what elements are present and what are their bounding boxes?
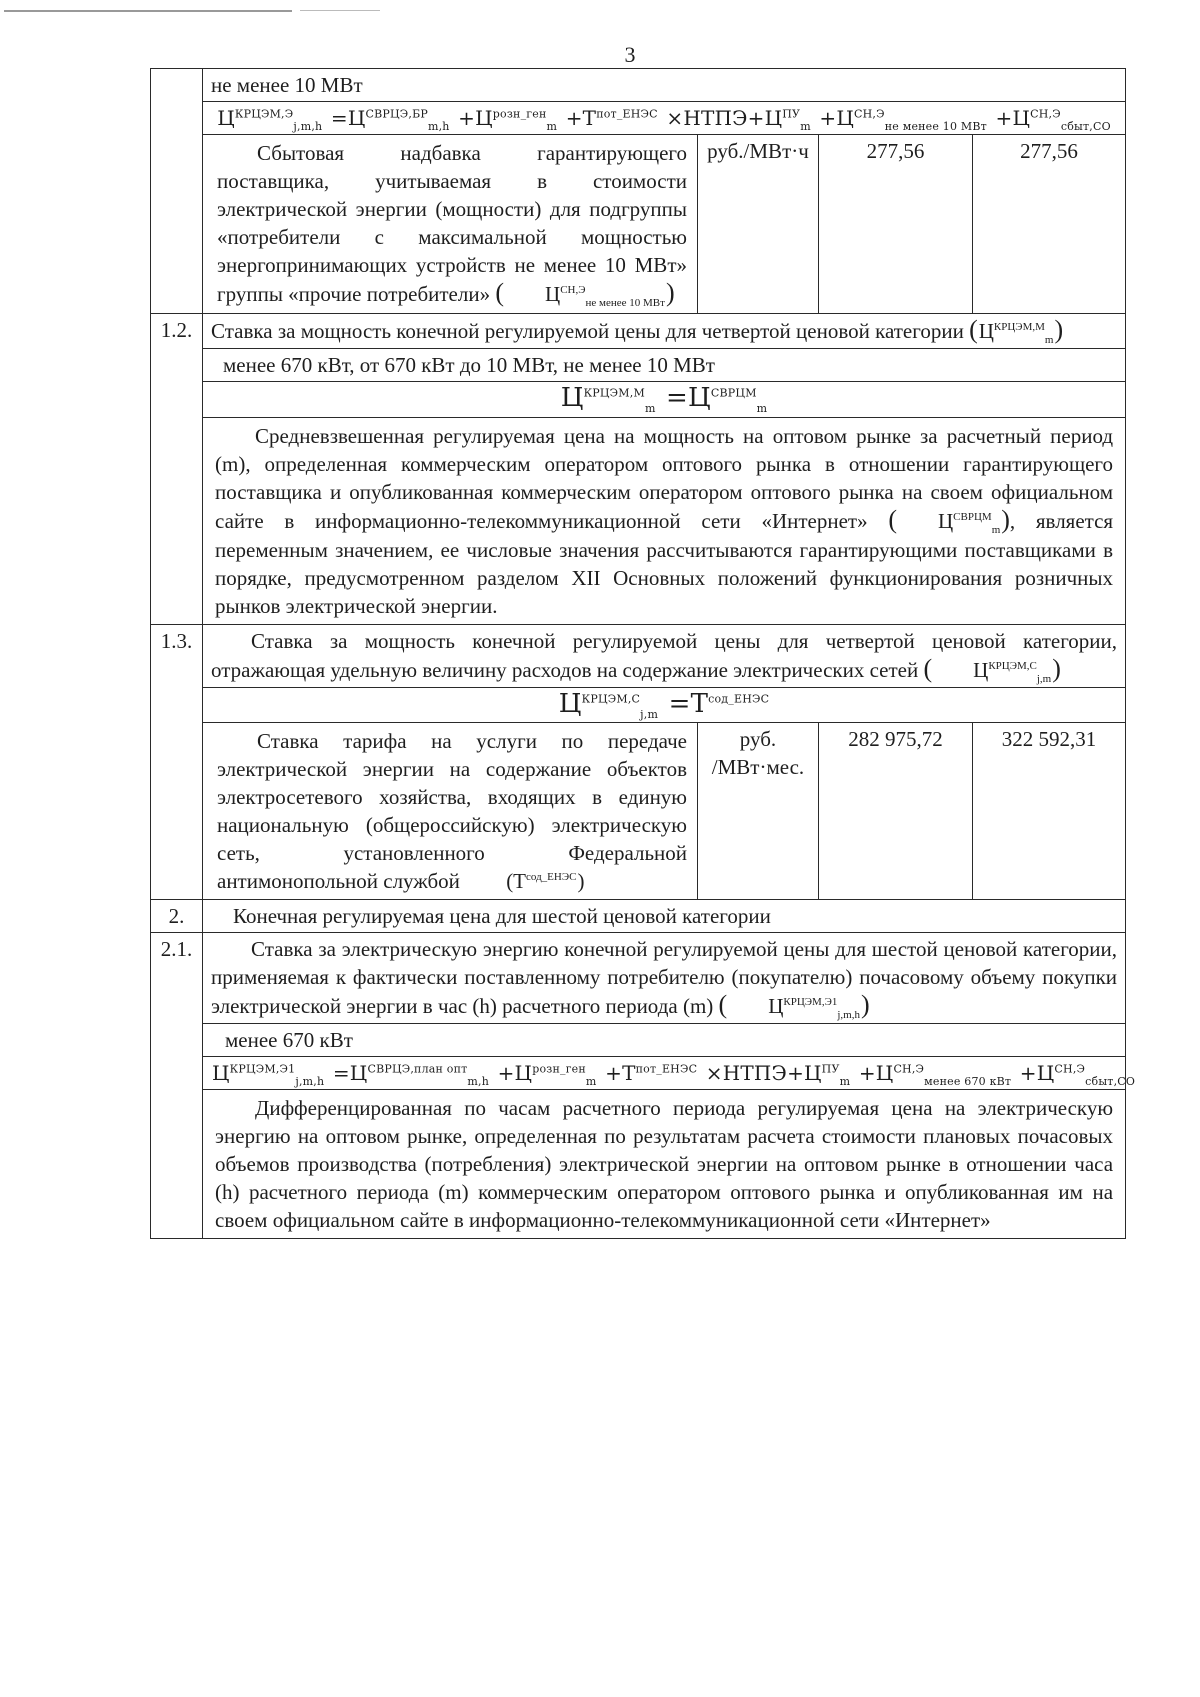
tariff-table: [150, 68, 1136, 1239]
table-row: [151, 135, 1126, 314]
page-number: 3: [624, 42, 636, 67]
value-cell: 322 592,31: [973, 723, 1126, 900]
description-cell: Средневзвешенная регулируемая цена на мощность на оптовом рынке за расчетный период (m), определенная коммерческим оператором оптового рынка в отношении гарантирующего поставщика и опубликованная коммерческим оператором оптового рынка на своем официальном сайте в информационно-телекоммуникационной сети «Интернет» ( $Ц^{СВРЦМ}_m$), является переменным значением, ее числовые значения рассчитываются гарантирующими поставщиками в порядке, предусмотренном разделом XII Основных положений функционирования розничных рынков электрической энергии.: [203, 417, 1126, 624]
table-row: [151, 69, 1126, 102]
formula-energy-rate-10mw: $Ц^{КРЦЭМ,Э}_{j,m,h} =Ц^{СВРЦЭ,БР}_{m,h} +Ц^{розн\_ген}_m +Т^{пот\_ЕНЭС}$ $\times НТПЭ+Ц^{ПУ}_m +Ц^{СН,Э}_{не менее 10 МВт} +Ц^{СН,Э}_{сбыт,СО}$: [203, 102, 1126, 135]
unit-cell: руб./МВт·ч: [698, 135, 819, 314]
unit-line: руб.: [739, 727, 777, 752]
row-number-cell: 2.: [151, 900, 203, 933]
table-row: [151, 382, 1126, 417]
row-number-cell: 1.2.: [151, 314, 203, 625]
section-heading: Ставка за мощность конечной регулируемой цены для четвертой ценовой категории, отражающая удельную величину расходов на содержание электрических сетей ( $Ц^{КРЦЭМ,С}_{j,m}$): [203, 624, 1126, 687]
section-heading: Ставка за электрическую энергию конечной регулируемой цены для шестой ценовой категории, применяемая к фактически поставленному потребителю (покупателю) почасовому объему покупки электрической энергии в час (h) расчетного периода (m) ( $Ц^{КРЦЭМ,Э1}_{j,m,h}$): [203, 933, 1126, 1024]
value-cell: 277,56: [819, 135, 973, 314]
table-row: [151, 933, 1126, 1024]
formula-capacity-rate: $Ц^{КРЦЭМ,М}_m =Ц^{СВРЦМ}_m$: [203, 382, 1126, 417]
voltage-group-label: не менее 10 МВт: [203, 69, 1126, 102]
unit-cell: [698, 723, 819, 900]
unit-line: /МВт·мес.: [711, 755, 805, 780]
row-number-cell: [151, 69, 203, 314]
row-number-cell: 2.1.: [151, 933, 203, 1239]
voltage-group-label: менее 670 кВт: [203, 1024, 1126, 1057]
table-row: [151, 102, 1126, 135]
description-cell: Дифференцированная по часам расчетного периода регулируемая цена на электрическую энергию на оптовом рынке, определенная по результатам расчета стоимости плановых почасовых объемов производства (потребления) электрической энергии на оптовом рынке в отношении часа (h) расчетного периода (m) коммерческим оператором оптового рынка и опубликованная им на своем официальном сайте в информационно-телекоммуникационной сети «Интернет»: [203, 1090, 1126, 1239]
table-row: [151, 349, 1126, 382]
section-heading: Ставка за мощность конечной регулируемой цены для четвертой ценовой категории $(Ц^{КРЦЭМ,М}_m)$: [203, 314, 1126, 349]
scan-artifact-line: [4, 10, 292, 12]
value-cell: 282 975,72: [819, 723, 973, 900]
tariff-table-container: [150, 68, 1136, 1239]
table-row: [151, 723, 1126, 900]
table-row: [151, 1090, 1126, 1239]
table-row: [151, 1057, 1126, 1090]
table-row: [151, 417, 1126, 624]
scan-artifact-line: [300, 10, 380, 11]
row-number-cell: 1.3.: [151, 624, 203, 899]
table-row: [151, 900, 1126, 933]
table-row: [151, 314, 1126, 349]
table-row: [151, 1024, 1126, 1057]
description-cell: Ставка тарифа на услуги по передаче электрической энергии на содержание объектов электросетевого хозяйства, входящих в единую национальную (общероссийскую) электрическую сеть, установленного Федеральной антимонопольной службой $(Т^{сод\_ЕНЭС})$: [203, 723, 698, 900]
voltage-group-label: менее 670 кВт, от 670 кВт до 10 МВт, не менее 10 МВт: [203, 349, 1126, 382]
formula-network-rate: $Ц^{КРЦЭМ,С}_{j,m} =Т^{сод\_ЕНЭС}$: [203, 687, 1126, 722]
table-row: [151, 687, 1126, 722]
formula-energy-rate-670kw: $Ц^{КРЦЭМ,Э1}_{j,m,h} =Ц^{СВРЦЭ,план опт}_{m,h} +Ц^{розн\_ген}_m +Т^{пот\_ЕНЭС}$ $\times НТПЭ+Ц^{ПУ}_m +Ц^{СН,Э}_{менее 670 кВт} +Ц^{СН,Э}_{сбыт,СО}$: [203, 1057, 1126, 1090]
value-cell: 277,56: [973, 135, 1126, 314]
description-cell: Сбытовая надбавка гарантирующего поставщика, учитываемая в стоимости электрической энергии (мощности) для подгруппы «потребители с максимальной мощностью энергопринимающих устройств не менее 10 МВт» группы «прочие потребители» ( $Ц^{СН,Э}_{не менее 10 МВт}$): [203, 135, 698, 314]
section-heading: Конечная регулируемая цена для шестой ценовой категории: [203, 900, 1126, 933]
table-row: [151, 624, 1126, 687]
